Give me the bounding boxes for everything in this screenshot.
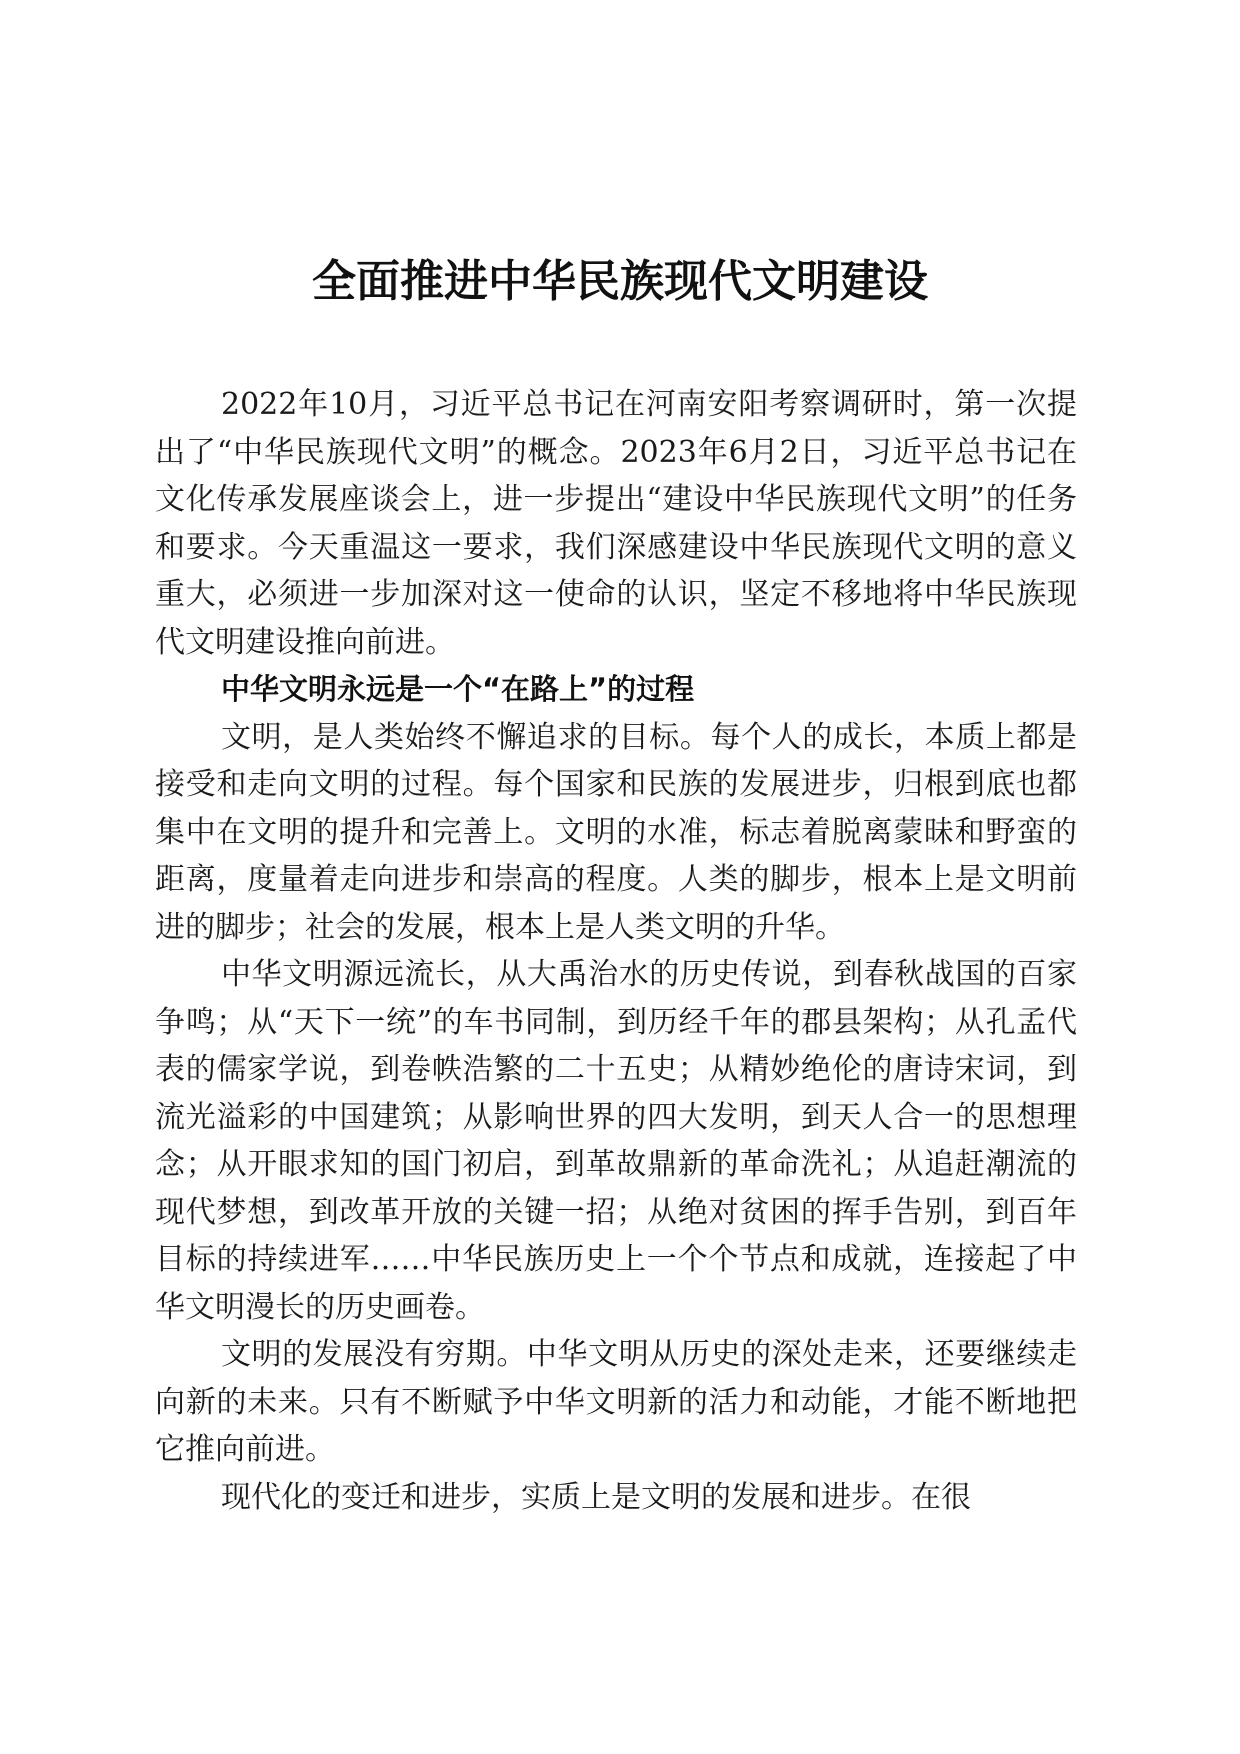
intro-paragraph: 2022年10月，习近平总书记在河南安阳考察调研时，第一次提出了“中华民族现代文明”的概念。2023年6月2日，习近平总书记在文化传承发展座谈会上，进一步提出“建设中华民族现代文明”的任务和要求。今天重温这一要求，我们深感建设中华民族现代文明的意义重大，必须进一步加深对这一使命的认识，坚定不移地将中华民族现代文明建设推向前进。 — [155, 387, 1077, 660]
section-paragraph-1: 文明，是人类始终不懈追求的目标。每个人的成长，本质上都是接受和走向文明的过程。每个国家和民族的发展进步，归根到底也都集中在文明的提升和完善上。文明的水准，标志着脱离蒙昧和野蛮的距离，度量着走向进步和崇高的程度。人类的脚步，根本上是文明前进的脚步；社会的发展，根本上是人类文明的升华。 — [155, 719, 1077, 945]
section-paragraph-4: 现代化的变迁和进步，实质上是文明的发展和进步。在很 — [221, 1479, 971, 1515]
section-paragraph-3: 文明的发展没有穷期。中华文明从历史的深处走来，还要继续走向新的未来。只有不断赋予中华文明新的活力和动能，才能不断地把它推向前进。 — [155, 1337, 1077, 1467]
section-heading: 中华文明永远是一个“在路上”的过程 — [221, 672, 695, 706]
section-paragraph-2: 中华文明源远流长，从大禹治水的历史传说，到春秋战国的百家争鸣；从“天下一统”的车书同制，到历经千年的郡县架构；从孔孟代表的儒家学说，到卷帙浩繁的二十五史；从精妙绝伦的唐诗宋词，到流光溢彩的中国建筑；从影响世界的四大发明，到天人合一的思想理念；从开眼求知的国门初启，到革故鼎新的革命洗礼；从追赶潮流的现代梦想，到改革开放的关键一招；从绝对贫困的挥手告别，到百年目标的持续进军……中华民族历史上一个个节点和成就，连接起了中华文明漫长的历史画卷。 — [155, 957, 1077, 1325]
document-body — [155, 381, 1077, 1521]
document-title: 全面推进中华民族现代文明建设 — [312, 256, 928, 307]
